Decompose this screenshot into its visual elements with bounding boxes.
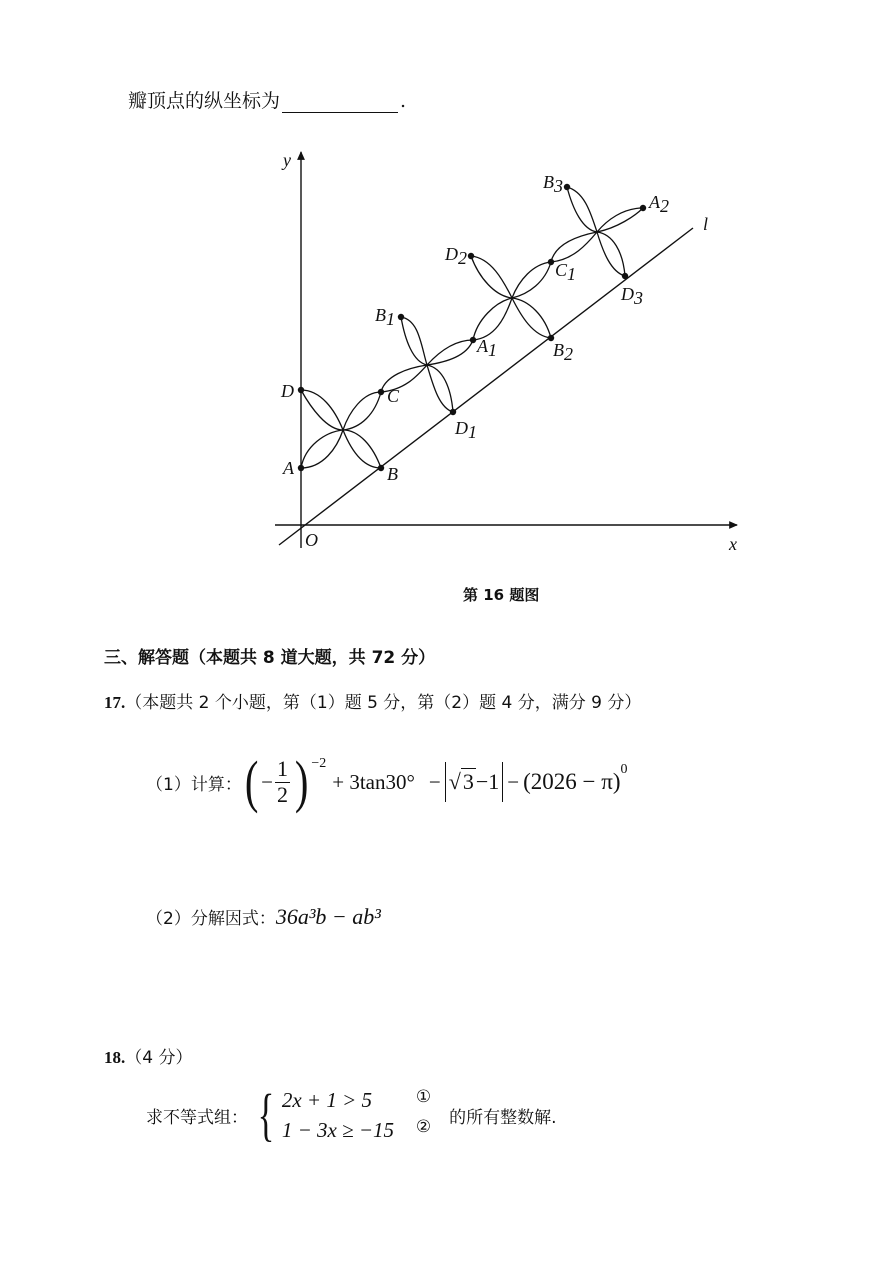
point-label-B1: B1: [375, 305, 395, 329]
point-label-A1: A1: [477, 336, 497, 360]
question-17-part2: [146, 904, 381, 930]
left-paren: (: [244, 749, 259, 814]
x-axis-label: x: [729, 534, 737, 554]
part1-label: （1）计算：: [146, 774, 242, 795]
sqrt-symbol: √: [448, 769, 461, 794]
tan-term: + 3tan30°: [332, 769, 415, 794]
fraction-denominator: 2: [277, 781, 288, 807]
minus-before-paren: −: [507, 769, 520, 794]
question-18-number: 18.: [104, 1048, 126, 1067]
question-17-number: 17.: [104, 693, 126, 712]
figure-caption: 第 16 题图: [463, 586, 540, 604]
line-label: l: [703, 214, 709, 234]
section-title: 三、解答题（本题共 8 道大题，共 72 分）: [104, 648, 436, 668]
point-label-B2: B2: [553, 340, 573, 364]
right-paren: ): [294, 749, 309, 814]
inequality-system: [282, 1085, 431, 1146]
petal-group-3: [471, 256, 551, 340]
inequality-row-1: [282, 1085, 431, 1115]
fraction-half: [275, 757, 290, 806]
question-17-header: [104, 688, 641, 713]
inequality-2: 1 − 3x ≥ −15: [281, 1118, 395, 1142]
mark-1: ①: [415, 1086, 432, 1107]
point-label-C: C: [387, 386, 400, 406]
q18-suffix: 的所有整数解.: [449, 1107, 557, 1128]
absolute-value: [445, 762, 504, 802]
origin-label: O: [305, 530, 318, 550]
answer-blank[interactable]: [282, 92, 398, 113]
inequality-row-2: [282, 1115, 431, 1145]
mark-2: ②: [415, 1117, 432, 1137]
question-17-part1: [146, 747, 627, 817]
part2-expression: 36a³b − ab³: [275, 904, 381, 929]
point-label-A2: A2: [649, 192, 669, 216]
fraction-numerator: 1: [277, 756, 288, 782]
inequality-1: 2x + 1 > 5: [281, 1087, 373, 1112]
petal-group-1: [301, 390, 381, 468]
part2-label: （2）分解因式：: [146, 909, 276, 929]
line-l: [279, 228, 693, 545]
top-line-end: .: [400, 90, 407, 112]
question-17-desc: （本题共 2 个小题，第（1）题 5 分，第（2）题 4 分，满分 9 分）: [125, 693, 642, 713]
point-label-D: D: [281, 381, 294, 401]
figure-16: [255, 140, 765, 560]
point-label-A: A: [283, 458, 294, 478]
point-label-D2: D2: [445, 244, 467, 268]
exponent-zero: 0: [620, 762, 628, 777]
point-label-D3: D3: [621, 284, 643, 308]
question-18-header: [104, 1043, 192, 1068]
q18-prefix: 求不等式组：: [146, 1107, 248, 1128]
abs-rest: −1: [475, 769, 500, 794]
sqrt-arg: 3: [462, 769, 474, 794]
question-18-body: [146, 1082, 557, 1148]
y-axis-label: y: [283, 150, 291, 170]
system-brace: {: [257, 1082, 275, 1147]
question-18-points: （4 分）: [125, 1048, 193, 1068]
frac-minus: −: [261, 769, 273, 794]
point-label-B3: B3: [543, 172, 563, 196]
minus-before-abs: −: [428, 769, 441, 794]
paren-expr: (2026 − π): [523, 769, 621, 794]
point-label-B: B: [387, 464, 398, 484]
point-label-C1: C1: [555, 260, 577, 284]
exponent-neg2: −2: [311, 756, 327, 771]
top-line-text: 瓣顶点的纵坐标为: [128, 90, 281, 112]
point-label-D1: D1: [455, 418, 477, 442]
question-16-tail: [128, 86, 406, 113]
